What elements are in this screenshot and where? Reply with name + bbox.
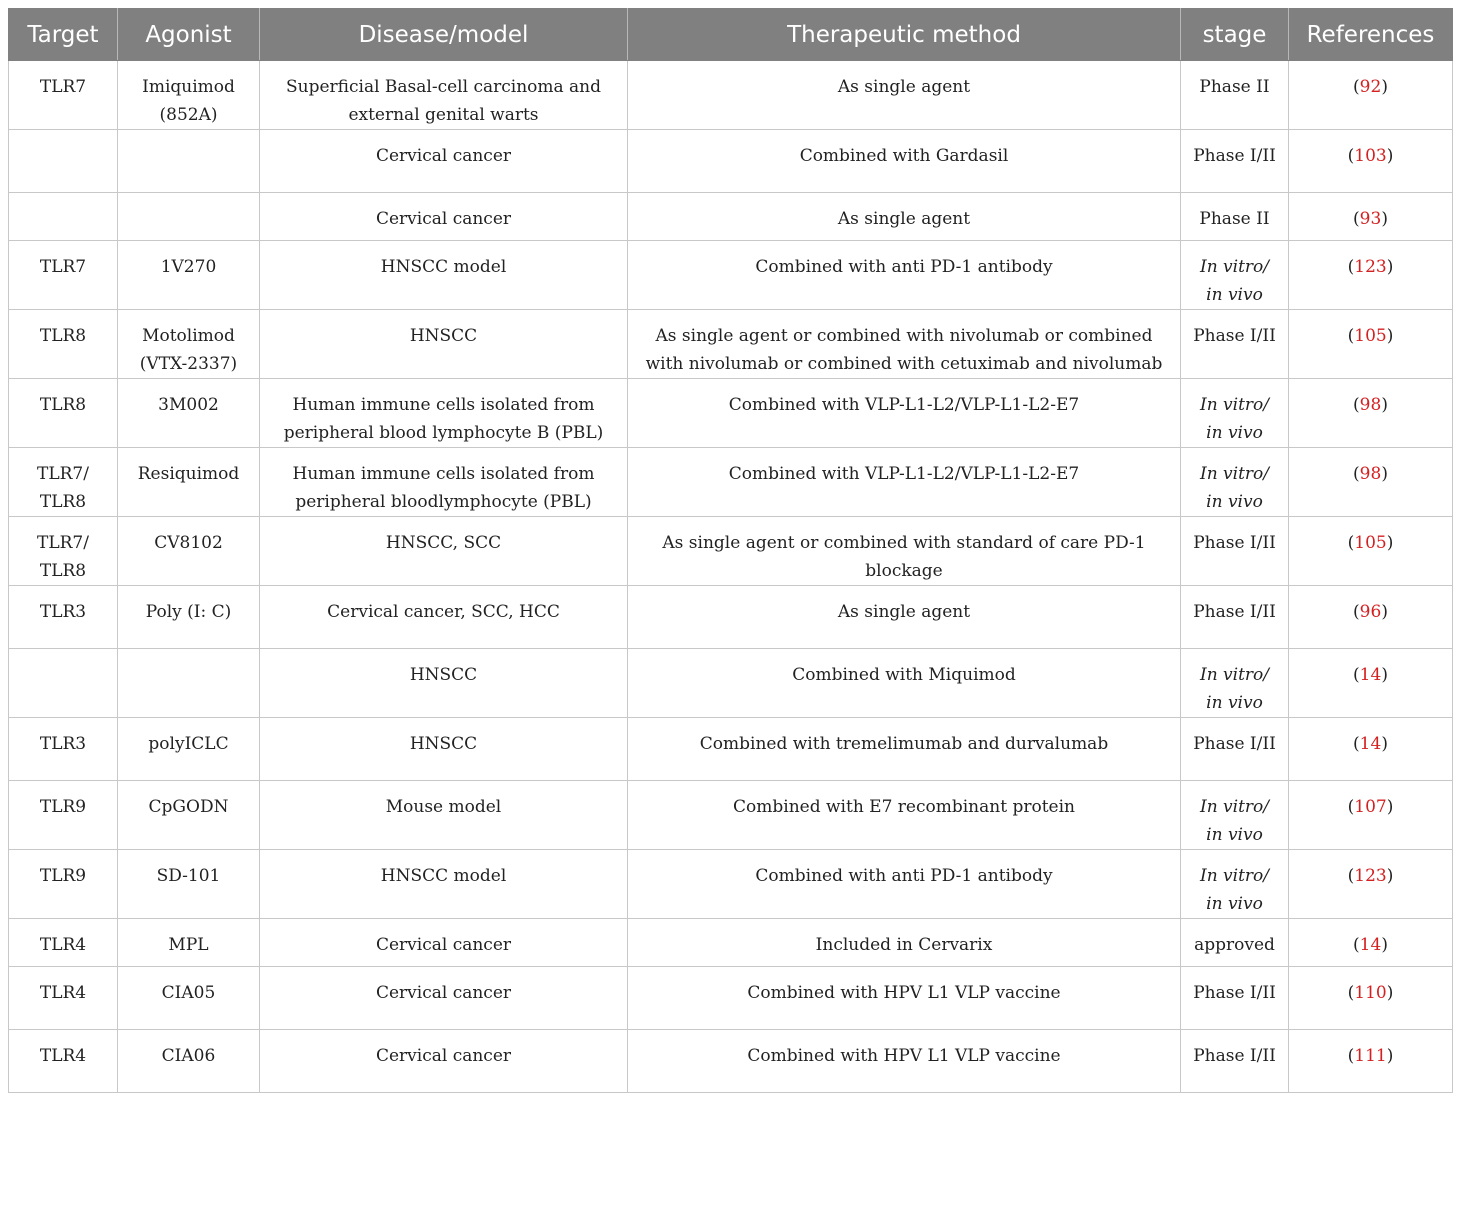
cell-therapeutic-method: Combined with Gardasil bbox=[628, 130, 1181, 193]
cell-target: TLR4 bbox=[9, 967, 118, 1030]
cell-disease-model: HNSCC model bbox=[260, 241, 628, 310]
cell-agonist: polyICLC bbox=[118, 718, 260, 781]
table-row bbox=[9, 310, 1453, 379]
cell-disease-model: Cervical cancer bbox=[260, 919, 628, 967]
table-row bbox=[9, 241, 1453, 310]
table-row bbox=[9, 718, 1453, 781]
cell-reference: (14) bbox=[1289, 649, 1453, 718]
cell-reference: (123) bbox=[1289, 241, 1453, 310]
reference-link[interactable]: 14 bbox=[1359, 665, 1382, 685]
cell-disease-model: Human immune cells isolated from peripheral blood lymphocyte B (PBL) bbox=[260, 379, 628, 448]
reference-link[interactable]: 105 bbox=[1354, 326, 1387, 346]
cell-target: TLR8 bbox=[9, 310, 118, 379]
cell-reference: (14) bbox=[1289, 718, 1453, 781]
cell-stage: In vitro/ in vivo bbox=[1181, 448, 1289, 517]
cell-agonist: CIA06 bbox=[118, 1030, 260, 1093]
cell-stage: In vitro/ in vivo bbox=[1181, 649, 1289, 718]
cell-target: TLR4 bbox=[9, 919, 118, 967]
cell-therapeutic-method: Combined with tremelimumab and durvalumab bbox=[628, 718, 1181, 781]
table-row bbox=[9, 130, 1453, 193]
cell-agonist: 3M002 bbox=[118, 379, 260, 448]
cell-disease-model: HNSCC bbox=[260, 718, 628, 781]
header-references: References bbox=[1289, 9, 1453, 61]
cell-target bbox=[9, 649, 118, 718]
reference-link[interactable]: 96 bbox=[1359, 602, 1382, 622]
cell-target: TLR7 bbox=[9, 241, 118, 310]
cell-therapeutic-method: Combined with anti PD-1 antibody bbox=[628, 850, 1181, 919]
header-agonist: Agonist bbox=[118, 9, 260, 61]
cell-therapeutic-method: Combined with VLP-L1-L2/VLP-L1-L2-E7 bbox=[628, 379, 1181, 448]
cell-therapeutic-method: Combined with HPV L1 VLP vaccine bbox=[628, 967, 1181, 1030]
cell-stage: Phase I/II bbox=[1181, 130, 1289, 193]
reference-link[interactable]: 107 bbox=[1354, 797, 1387, 817]
cell-disease-model: Superficial Basal-cell carcinoma and external genital warts bbox=[260, 61, 628, 130]
cell-stage: Phase I/II bbox=[1181, 967, 1289, 1030]
cell-therapeutic-method: Combined with VLP-L1-L2/VLP-L1-L2-E7 bbox=[628, 448, 1181, 517]
table-row bbox=[9, 193, 1453, 241]
cell-therapeutic-method: Combined with HPV L1 VLP vaccine bbox=[628, 1030, 1181, 1093]
cell-therapeutic-method: As single agent bbox=[628, 61, 1181, 130]
header-stage: stage bbox=[1181, 9, 1289, 61]
cell-reference: (110) bbox=[1289, 967, 1453, 1030]
cell-reference: (107) bbox=[1289, 781, 1453, 850]
cell-agonist: Imiquimod (852A) bbox=[118, 61, 260, 130]
header-therapeutic-method: Therapeutic method bbox=[628, 9, 1181, 61]
cell-disease-model: HNSCC bbox=[260, 649, 628, 718]
cell-target: TLR7/ TLR8 bbox=[9, 448, 118, 517]
table-row bbox=[9, 967, 1453, 1030]
cell-stage: approved bbox=[1181, 919, 1289, 967]
cell-target bbox=[9, 193, 118, 241]
header-row bbox=[9, 9, 1453, 61]
cell-reference: (123) bbox=[1289, 850, 1453, 919]
cell-disease-model: HNSCC bbox=[260, 310, 628, 379]
reference-link[interactable]: 98 bbox=[1359, 395, 1382, 415]
table-row bbox=[9, 919, 1453, 967]
cell-agonist: CpGODN bbox=[118, 781, 260, 850]
reference-link[interactable]: 92 bbox=[1359, 77, 1382, 97]
cell-therapeutic-method: As single agent or combined with standard of care PD-1 blockage bbox=[628, 517, 1181, 586]
cell-disease-model: Cervical cancer bbox=[260, 193, 628, 241]
cell-reference: (14) bbox=[1289, 919, 1453, 967]
cell-agonist: Resiquimod bbox=[118, 448, 260, 517]
cell-therapeutic-method: As single agent or combined with nivolumab or combined with nivolumab or combined with cetuximab and nivolumab bbox=[628, 310, 1181, 379]
cell-target: TLR7/ TLR8 bbox=[9, 517, 118, 586]
cell-stage: In vitro/ in vivo bbox=[1181, 241, 1289, 310]
table-row bbox=[9, 1030, 1453, 1093]
cell-therapeutic-method: As single agent bbox=[628, 193, 1181, 241]
cell-therapeutic-method: Included in Cervarix bbox=[628, 919, 1181, 967]
cell-disease-model: Cervical cancer bbox=[260, 1030, 628, 1093]
reference-link[interactable]: 105 bbox=[1354, 533, 1387, 553]
cell-agonist bbox=[118, 193, 260, 241]
table-body bbox=[9, 61, 1453, 1093]
cell-stage: Phase I/II bbox=[1181, 586, 1289, 649]
cell-agonist: CV8102 bbox=[118, 517, 260, 586]
cell-agonist bbox=[118, 130, 260, 193]
cell-reference: (92) bbox=[1289, 61, 1453, 130]
cell-disease-model: Human immune cells isolated from peripheral bloodlymphocyte (PBL) bbox=[260, 448, 628, 517]
cell-disease-model: HNSCC, SCC bbox=[260, 517, 628, 586]
table-row bbox=[9, 448, 1453, 517]
header-disease-model: Disease/model bbox=[260, 9, 628, 61]
cell-stage: In vitro/ in vivo bbox=[1181, 781, 1289, 850]
cell-disease-model: Cervical cancer bbox=[260, 130, 628, 193]
cell-agonist bbox=[118, 649, 260, 718]
cell-disease-model: Cervical cancer, SCC, HCC bbox=[260, 586, 628, 649]
reference-link[interactable]: 103 bbox=[1354, 146, 1387, 166]
cell-reference: (96) bbox=[1289, 586, 1453, 649]
cell-stage: Phase I/II bbox=[1181, 718, 1289, 781]
reference-link[interactable]: 123 bbox=[1354, 257, 1387, 277]
cell-therapeutic-method: As single agent bbox=[628, 586, 1181, 649]
cell-target: TLR9 bbox=[9, 781, 118, 850]
table-row bbox=[9, 850, 1453, 919]
tlr-agonist-table bbox=[8, 8, 1453, 1093]
cell-target: TLR9 bbox=[9, 850, 118, 919]
cell-stage: In vitro/ in vivo bbox=[1181, 379, 1289, 448]
reference-link[interactable]: 110 bbox=[1354, 983, 1387, 1003]
reference-link[interactable]: 14 bbox=[1359, 935, 1382, 955]
cell-agonist: 1V270 bbox=[118, 241, 260, 310]
cell-reference: (103) bbox=[1289, 130, 1453, 193]
cell-reference: (105) bbox=[1289, 517, 1453, 586]
cell-agonist: SD-101 bbox=[118, 850, 260, 919]
reference-link[interactable]: 123 bbox=[1354, 866, 1387, 886]
cell-target: TLR4 bbox=[9, 1030, 118, 1093]
cell-target: TLR3 bbox=[9, 586, 118, 649]
cell-target: TLR8 bbox=[9, 379, 118, 448]
table-row bbox=[9, 649, 1453, 718]
cell-agonist: Motolimod (VTX-2337) bbox=[118, 310, 260, 379]
table-row bbox=[9, 781, 1453, 850]
cell-disease-model: Mouse model bbox=[260, 781, 628, 850]
cell-stage: Phase I/II bbox=[1181, 310, 1289, 379]
cell-therapeutic-method: Combined with E7 recombinant protein bbox=[628, 781, 1181, 850]
cell-therapeutic-method: Combined with Miquimod bbox=[628, 649, 1181, 718]
cell-agonist: CIA05 bbox=[118, 967, 260, 1030]
reference-link[interactable]: 111 bbox=[1354, 1046, 1387, 1066]
cell-reference: (105) bbox=[1289, 310, 1453, 379]
cell-reference: (111) bbox=[1289, 1030, 1453, 1093]
cell-stage: Phase II bbox=[1181, 193, 1289, 241]
cell-reference: (98) bbox=[1289, 448, 1453, 517]
cell-stage: Phase I/II bbox=[1181, 517, 1289, 586]
cell-agonist: Poly (I: C) bbox=[118, 586, 260, 649]
cell-stage: Phase II bbox=[1181, 61, 1289, 130]
table-row bbox=[9, 379, 1453, 448]
cell-stage: Phase I/II bbox=[1181, 1030, 1289, 1093]
table-row bbox=[9, 586, 1453, 649]
cell-target bbox=[9, 130, 118, 193]
header-target: Target bbox=[9, 9, 118, 61]
reference-link[interactable]: 93 bbox=[1359, 209, 1382, 229]
table-row bbox=[9, 61, 1453, 130]
cell-agonist: MPL bbox=[118, 919, 260, 967]
cell-target: TLR3 bbox=[9, 718, 118, 781]
cell-disease-model: Cervical cancer bbox=[260, 967, 628, 1030]
cell-disease-model: HNSCC model bbox=[260, 850, 628, 919]
cell-stage: In vitro/ in vivo bbox=[1181, 850, 1289, 919]
cell-target: TLR7 bbox=[9, 61, 118, 130]
cell-therapeutic-method: Combined with anti PD-1 antibody bbox=[628, 241, 1181, 310]
table-row bbox=[9, 517, 1453, 586]
reference-link[interactable]: 98 bbox=[1359, 464, 1382, 484]
cell-reference: (93) bbox=[1289, 193, 1453, 241]
cell-reference: (98) bbox=[1289, 379, 1453, 448]
reference-link[interactable]: 14 bbox=[1359, 734, 1382, 754]
